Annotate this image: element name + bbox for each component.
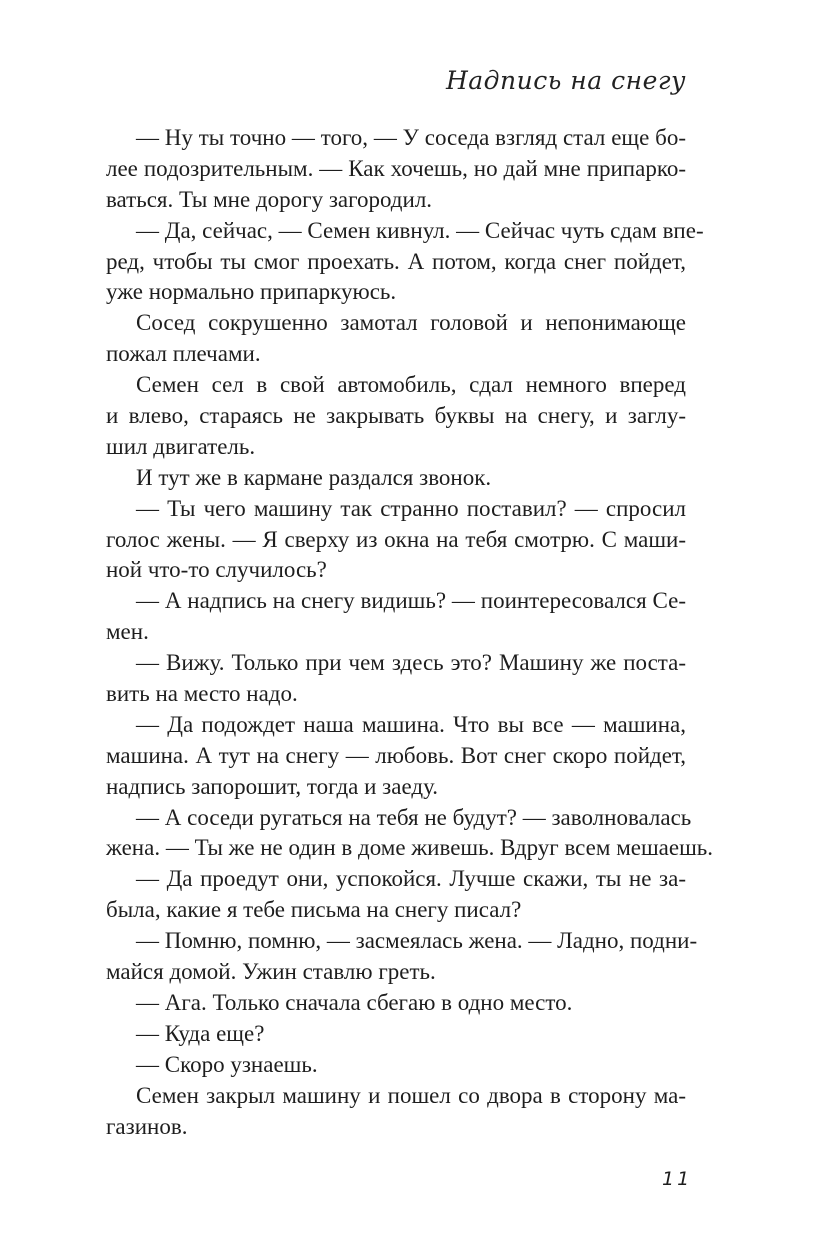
text-line: жена. — Ты же не один в доме живешь. Вдруг всем мешаешь. [106, 835, 714, 861]
text-line: — Скоро узнаешь. [136, 1051, 318, 1077]
text-line: — Куда еще? [136, 1020, 265, 1046]
paragraph [106, 803, 714, 865]
text-line: И тут же в кармане раздался звонок. [136, 464, 492, 490]
text-line: — Да, сейчас, — Семен кивнул. — Сейчас чуть сдам впе- [136, 217, 704, 243]
text-line: — Вижу. Только при чем здесь это? Машину же поста- [136, 650, 686, 676]
text-line: Семен сел в свой автомобиль, сдал немного вперед [136, 372, 686, 398]
text-line: — Ага. Только сначала сбегаю в одно место. [136, 989, 573, 1015]
page-number: 11 [662, 1168, 693, 1190]
paragraph [106, 988, 686, 1019]
text-line: Семен закрыл машину и пошел со двора в сторону ма- [136, 1082, 686, 1108]
paragraph [106, 308, 686, 370]
body-text [106, 123, 714, 1142]
paragraph [106, 370, 686, 463]
text-line: — Ну ты точно — того, — У соседа взгляд стал еще бо- [136, 125, 686, 150]
text-line: ваться. Ты мне дорогу загородил. [106, 186, 433, 212]
text-line: — Ты чего машину так странно поставил? — спросил [136, 495, 686, 521]
text-line: голос жены. — Я сверху из окна на тебя смотрю. С маши- [106, 526, 686, 552]
paragraph [106, 494, 686, 587]
text-line: уже нормально припаркуюсь. [106, 279, 397, 305]
text-line: была, какие я тебе письма на снегу писал? [106, 897, 522, 923]
paragraph [106, 463, 686, 494]
text-line: лее подозрительным. — Как хочешь, но дай мне припарко- [106, 155, 686, 181]
text-line: майся домой. Ужин ставлю греть. [106, 959, 436, 985]
text-line: — Да проедут они, успокойся. Лучше скажи, ты не за- [136, 866, 686, 892]
text-line: мен. [106, 619, 149, 645]
paragraph [106, 1050, 686, 1081]
paragraph [106, 123, 686, 216]
paragraph [106, 216, 704, 309]
text-line: машина. А тут на снегу — любовь. Вот снег скоро пойдет, [106, 742, 686, 768]
paragraph [106, 864, 686, 926]
text-line: и влево, стараясь не закрывать буквы на снегу, и заглу- [106, 403, 686, 429]
paragraph [106, 1019, 686, 1050]
paragraph [106, 710, 686, 803]
text-line: — А надпись на снегу видишь? — поинтересовался Се- [136, 588, 686, 614]
text-line: Сосед сокрушенно замотал головой и непонимающе [136, 310, 686, 336]
paragraph [106, 926, 698, 988]
paragraph [106, 1081, 686, 1143]
paragraph [106, 648, 686, 710]
text-line: пожал плечами. [106, 341, 261, 367]
paragraph [106, 586, 686, 648]
text-line: газинов. [106, 1113, 188, 1139]
text-line: ред, чтобы ты смог проехать. А потом, когда снег пойдет, [106, 248, 686, 274]
text-line: — Да подождет наша машина. Что вы все — машина, [136, 711, 686, 737]
running-head: Надпись на снегу [445, 66, 686, 95]
text-line: ной что-то случилось? [106, 557, 327, 583]
text-line: — А соседи ругаться на тебя не будут? — заволновалась [136, 804, 692, 830]
text-line: надпись запорошит, тогда и заеду. [106, 773, 439, 799]
text-line: — Помню, помню, — засмеялась жена. — Ладно, подни- [136, 928, 698, 954]
text-line: шил двигатель. [106, 433, 256, 459]
text-line: вить на место надо. [106, 681, 298, 707]
